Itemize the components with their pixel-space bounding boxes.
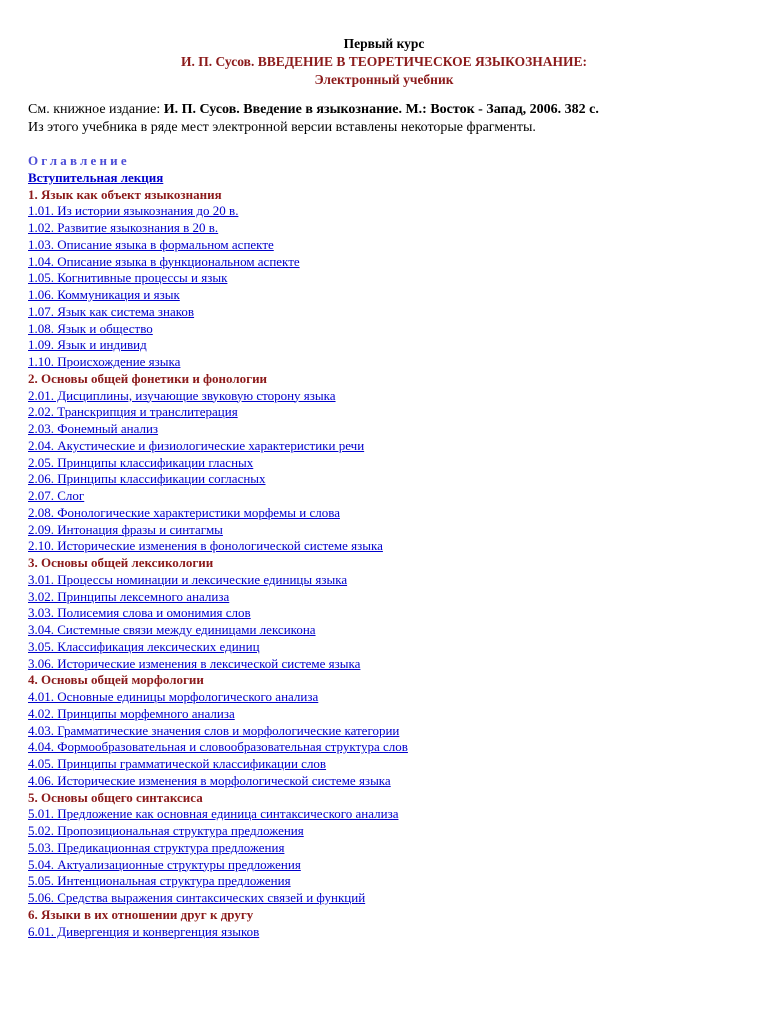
toc-item-link[interactable]: 4.05. Принципы грамматической классификации слов (28, 756, 327, 771)
book-subtitle: Электронный учебник (314, 72, 454, 87)
toc-item-link[interactable]: 2.10. Исторические изменения в фонологической системе языка (28, 538, 383, 554)
toc-section-title: 6. Языки в их отношении друг к другу (28, 906, 254, 922)
toc-item-link[interactable]: 2.02. Транскрипция и транслитерация (28, 404, 238, 420)
toc-item-link[interactable]: 4.03. Грамматические значения слов и морфологические категории (28, 722, 400, 738)
edition-citation: И. П. Сусов. Введение в языкознание. М.: Восток - Запад, 2006. 382 с. (163, 102, 599, 117)
toc-item-link[interactable]: 5.05. Интенциональная структура предложения (28, 873, 291, 889)
toc-item-link[interactable]: 5.02. Пропозициональная структура предложения (28, 823, 304, 838)
intro-lecture-link[interactable]: Вступительная лекция (28, 169, 164, 185)
toc-section-title: 3. Основы общей лексикологии (28, 555, 214, 570)
toc-item-link[interactable]: 3.03. Полисемия слова и омонимия слов (28, 605, 251, 621)
toc-item-link[interactable]: 1.07. Язык как система знаков (28, 303, 195, 319)
toc-item-link[interactable]: 5.01. Предложение как основная единица синтаксического анализа (28, 806, 399, 822)
toc-item-link[interactable]: 6.01. Дивергенция и конвергенция языков (28, 923, 260, 939)
toc-section-title: 4. Основы общей морфологии (28, 672, 204, 688)
toc-item-link[interactable]: 2.08. Фонологические характеристики морфемы и слова (28, 504, 340, 520)
toc-item-link[interactable]: 2.09. Интонация фразы и синтагмы (28, 521, 223, 537)
toc-sections (28, 187, 408, 941)
toc-item-link[interactable]: 3.05. Классификация лексических единиц (28, 638, 260, 654)
toc-item-link[interactable]: 5.03. Предикационная структура предложения (28, 839, 285, 855)
toc-section-title: 1. Язык как объект языкознания (28, 186, 222, 202)
toc-item-link[interactable]: 1.09. Язык и индивид (28, 337, 147, 353)
toc-item-link[interactable]: 4.06. Исторические изменения в морфологической системе языка (28, 772, 391, 788)
toc-item-link[interactable]: 4.01. Основные единицы морфологического анализа (28, 689, 319, 704)
toc-item-link[interactable]: 3.02. Принципы лексемного анализа (28, 588, 230, 604)
toc-item-link[interactable]: 1.02. Развитие языкознания в 20 в. (28, 220, 219, 235)
toc-item-link[interactable]: 2.07. Слог (28, 488, 85, 503)
toc-item-link[interactable]: 2.01. Дисциплины, изучающие звуковую сторону языка (28, 387, 336, 403)
toc-item-link[interactable]: 4.04. Формообразовательная и словообразовательная структура слов (28, 739, 408, 755)
toc-item-link[interactable]: 5.06. Средства выражения синтаксических связей и функций (28, 890, 366, 905)
toc-item-link[interactable]: 3.04. Системные связи между единицами лексикона (28, 622, 316, 637)
toc-item-link[interactable]: 1.03. Описание языка в формальном аспекте (28, 236, 274, 252)
toc-item-link[interactable]: 1.10. Происхождение языка (28, 354, 181, 369)
toc-item-link[interactable]: 3.01. Процессы номинации и лексические единицы языка (28, 571, 348, 587)
toc-section-title: 5. Основы общего синтаксиса (28, 789, 203, 805)
toc-item-link[interactable]: 3.06. Исторические изменения в лексической системе языка (28, 655, 361, 671)
table-of-contents (28, 153, 408, 940)
toc-item-link[interactable]: 1.04. Описание языка в функциональном аспекте (28, 253, 300, 269)
toc-item-link[interactable]: 4.02. Принципы морфемного анализа (28, 705, 235, 721)
toc-item-link[interactable]: 2.03. Фонемный анализ (28, 421, 159, 436)
toc-section-title: 2. Основы общей фонетики и фонологии (28, 370, 268, 386)
toc-item-link[interactable]: 2.06. Принципы классификации согласных (28, 471, 266, 487)
toc-item-link[interactable]: 1.06. Коммуникация и язык (28, 287, 180, 302)
toc-item-link[interactable]: 2.04. Акустические и физиологические характеристики речи (28, 437, 365, 453)
toc-heading: Оглавление (28, 153, 130, 168)
toc-item-link[interactable]: 1.08. Язык и общество (28, 320, 153, 336)
toc-item-link[interactable]: 1.05. Когнитивные процессы и язык (28, 270, 228, 286)
toc-item-link[interactable]: 1.01. Из истории языкознания до 20 в. (28, 203, 239, 219)
course-label: Первый курс (343, 36, 425, 51)
book-title: И. П. Сусов. ВВЕДЕНИЕ В ТЕОРЕТИЧЕСКОЕ ЯЗЫКОЗНАНИЕ: (181, 54, 587, 69)
edition-note: Из этого учебника в ряде мест электронной версии вставлены некоторые фрагменты. (28, 120, 536, 135)
toc-item-link[interactable]: 2.05. Принципы классификации гласных (28, 454, 254, 470)
edition-label: См. книжное издание: (28, 102, 164, 117)
print-edition-reference (28, 101, 599, 119)
page-header (0, 0, 768, 89)
toc-item-link[interactable]: 5.04. Актуализационные структуры предложения (28, 856, 301, 872)
